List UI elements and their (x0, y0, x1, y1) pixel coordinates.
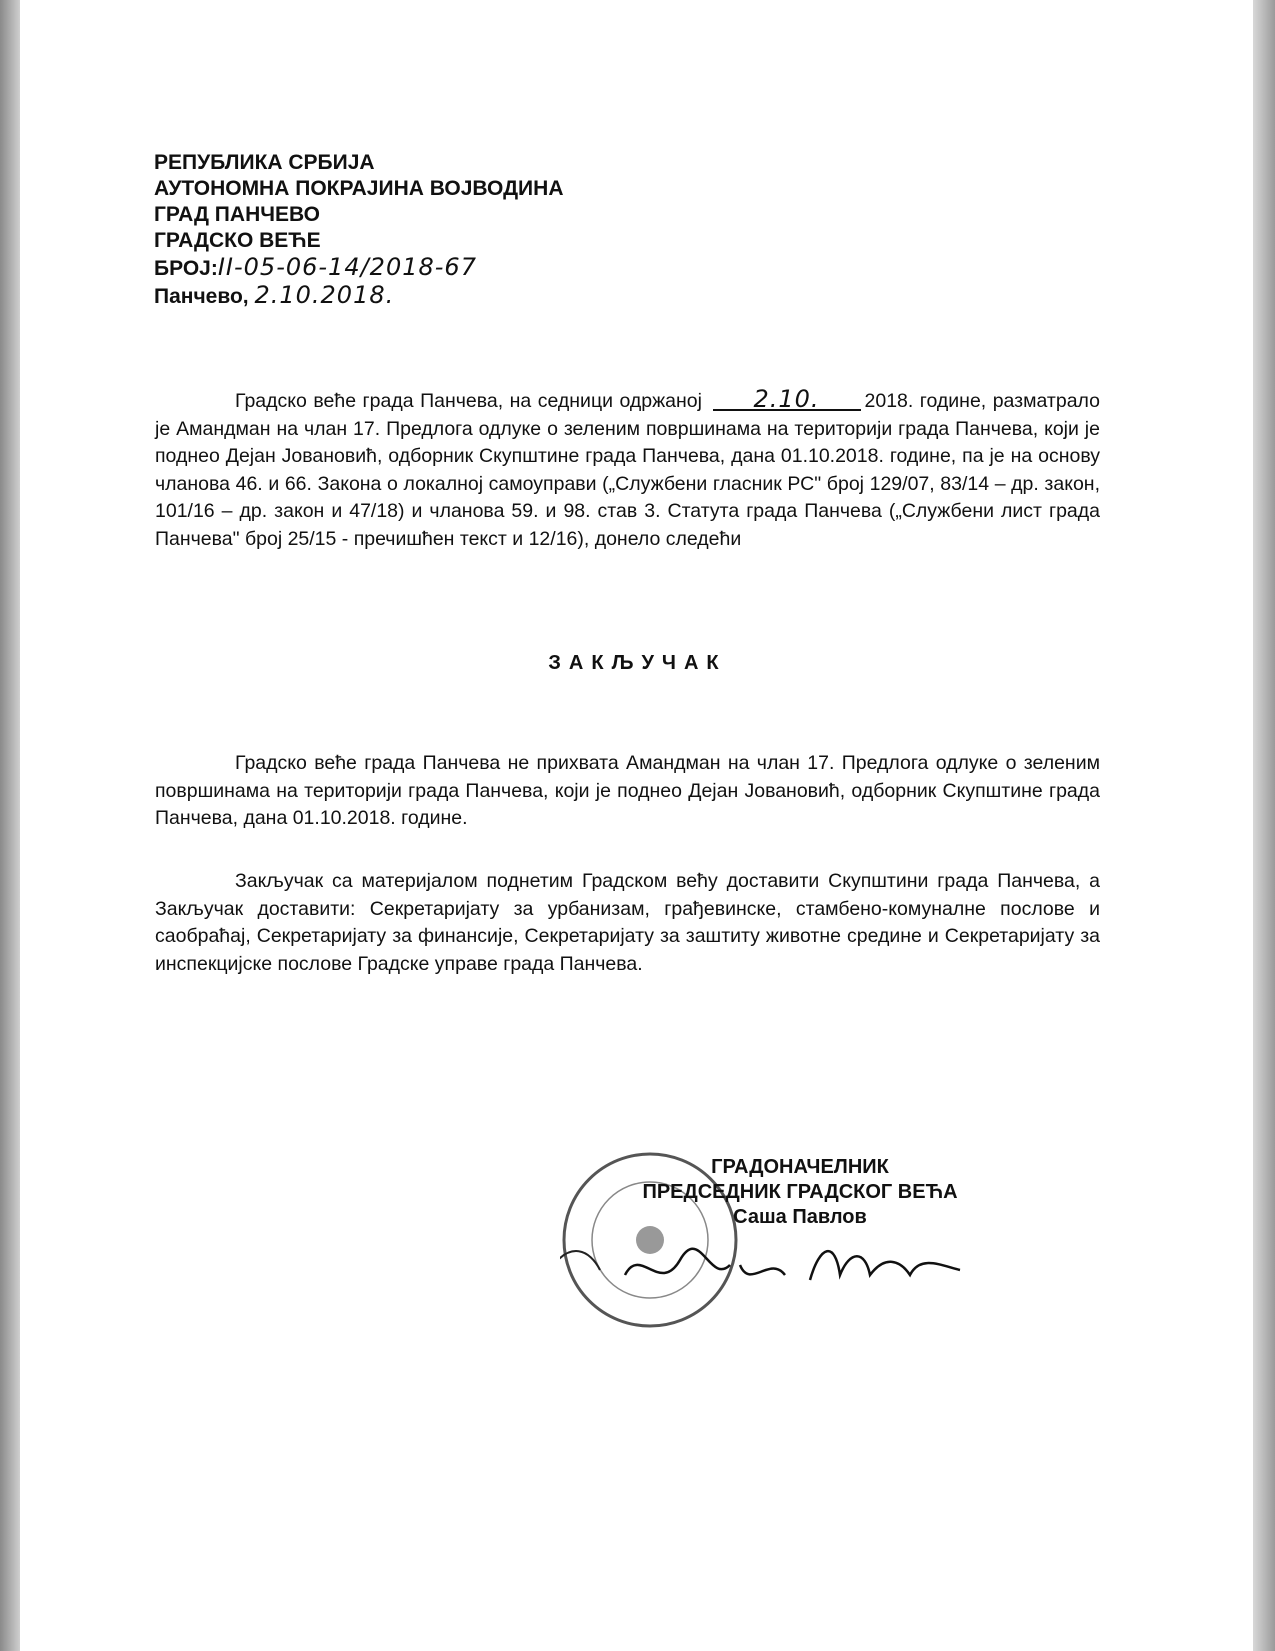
header-line: ГРАДСКО ВЕЋЕ (154, 229, 321, 252)
body-paragraph (155, 868, 1100, 978)
number-label: БРОЈ: (154, 257, 218, 280)
signatory-role: ПРЕДСЕДНИК ГРАДСКОГ ВЕЋА (642, 1181, 958, 1203)
intro-text-2: 2018. године, разматрало је Амандман на члан 17. Предлога одлуке о зеленим површинама на територији града Панчева, који је поднео Дејан Јовановић, одборник Скупштине града Панчева, дана 01.10.2018. године, па је на основу чланова 46. и 66. Закона о локалној самоуправи („Службени гласник РС" број 129/07, 83/14 – др. закон, 101/16 – др. закон и 47/18) и чланова 59. и 98. став 3. Статута града Панчева („Службени лист града Панчева" број 25/15 - пречишћен текст и 12/16), донело следећи (155, 390, 1101, 550)
body-text: Градско веће града Панчева не прихвата Амандман на члан 17. Предлога одлуке о зеленим површинама на територији града Панчева, који је поднео Дејан Јовановић, одборник Скупштине града Панчева, дана 01.10.2018. године. (155, 752, 1100, 829)
document-title: ЗАКЉУЧАК (548, 652, 727, 674)
signatory-role: ГРАДОНАЧЕЛНИК (711, 1156, 889, 1178)
document-header (154, 150, 563, 310)
scan-edge-left (0, 0, 20, 1651)
signatory-name: Саша Павлов (733, 1206, 867, 1228)
header-line: РЕПУБЛИКА СРБИЈА (154, 151, 375, 174)
document-number (154, 254, 563, 282)
intro-paragraph (155, 385, 1101, 553)
body-text: Закључак са материјалом поднетим Градском већу доставити Скупштини града Панчева, а Закључак доставити: Секретаријату за урбанизам, грађевинске, стамбено-комуналне послове и саобраћај, Секретаријату за финансије, Секретаријату за заштиту животне средине и Секретаријату за инспекцијске послове Градске управе града Панчева. (155, 870, 1100, 975)
number-value: II-05-06-14/2018-67 (217, 253, 477, 281)
session-date: 2.10. (713, 389, 861, 411)
header-line: ГРАД ПАНЧЕВО (154, 203, 320, 226)
handwritten-signature (620, 1235, 980, 1305)
header-line: АУТОНОМНА ПОКРАЈИНА ВОЈВОДИНА (154, 177, 564, 200)
date-value: 2.10.2018. (254, 281, 395, 309)
body-paragraph (155, 750, 1100, 833)
scan-edge-right (1253, 0, 1275, 1651)
place-date (154, 282, 563, 310)
intro-text-1: Градско веће града Панчева, на седници одржаној (235, 390, 702, 412)
place-label: Панчево, (154, 285, 249, 308)
signature-block (590, 1155, 1010, 1230)
